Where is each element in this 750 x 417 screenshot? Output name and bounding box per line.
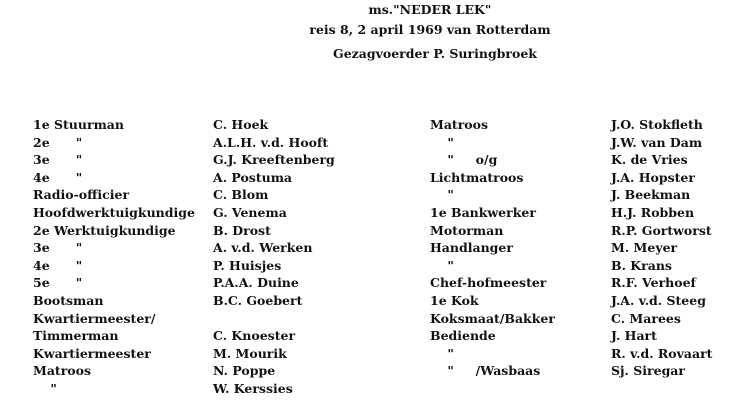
crew-function: " <box>430 134 454 150</box>
crew-function: 1e Bankwerker <box>430 204 536 220</box>
crew-function: Bediende <box>430 328 496 344</box>
crew-name: C. Marees <box>611 310 681 326</box>
crew-function: 1e Kok <box>430 292 479 308</box>
left-functions-column <box>33 116 195 398</box>
crew-function: Koksmaat/Bakker <box>430 310 555 326</box>
crew-name: K. de Vries <box>611 152 688 168</box>
crew-function: Radio-officier <box>33 187 130 203</box>
crew-name <box>213 310 335 328</box>
crew-function: " <box>430 345 454 361</box>
crew-name: J.W. van Dam <box>611 134 703 150</box>
crew-function: 3e " <box>33 240 83 256</box>
crew-name: C. Blom <box>213 187 269 203</box>
crew-function: 1e Stuurman <box>33 117 124 132</box>
voyage-line: reis 8, 2 april 1969 van Rotterdam <box>309 22 551 37</box>
crew-name: H.J. Robben <box>611 204 695 220</box>
crew-function: 2e Werktuigkundige <box>33 222 176 238</box>
crew-function: 4e " <box>33 257 83 273</box>
crew-function: Matroos <box>33 363 92 379</box>
crew-function: " <box>430 257 454 273</box>
crew-name: J.O. Stokfleth <box>611 117 703 132</box>
crew-name: B. Drost <box>213 222 271 238</box>
crew-function: Hoofdwerktuigkundige <box>33 204 195 220</box>
crew-name: R. v.d. Rovaart <box>611 345 713 361</box>
crew-function: " /Wasbaas <box>430 363 541 379</box>
crew-name: G.J. Kreeftenberg <box>213 152 335 168</box>
crew-name: M. Meyer <box>611 240 678 256</box>
crew-function: Kwartiermeester/ <box>33 310 156 326</box>
crew-function: " <box>430 187 454 203</box>
crew-name: J. Hart <box>611 328 657 344</box>
crew-function: 2e " <box>33 134 83 150</box>
captain-line: Gezagvoerder P. Suringbroek <box>333 46 537 61</box>
crew-function: Motorman <box>430 222 504 238</box>
crew-name: R.F. Verhoef <box>611 275 696 291</box>
crew-function: Chef-hofmeester <box>430 275 547 291</box>
crew-function: Handlanger <box>430 240 513 256</box>
crew-name: A. v.d. Werken <box>213 240 313 256</box>
crew-function: Matroos <box>430 117 489 132</box>
crew-name: P.A.A. Duine <box>213 275 299 291</box>
crew-name: G. Venema <box>213 204 287 220</box>
right-functions-column <box>430 116 555 380</box>
crew-name: M. Mourik <box>213 345 287 361</box>
crew-name: C. Knoester <box>213 328 296 344</box>
crew-function: 5e " <box>33 275 83 291</box>
left-names-column <box>213 116 335 398</box>
crew-name: J.A. Hopster <box>611 169 695 185</box>
crew-function: Timmerman <box>33 328 119 344</box>
crew-name: W. Kerssies <box>213 380 293 396</box>
crew-name: B.C. Goebert <box>213 292 303 308</box>
crew-name: J.A. v.d. Steeg <box>611 292 706 308</box>
crew-name: B. Krans <box>611 257 672 273</box>
crew-name: A. Postuma <box>213 169 293 185</box>
ship-name-title: ms."NEDER LEK" <box>368 2 492 17</box>
crew-name: Sj. Siregar <box>611 363 685 379</box>
crew-name: C. Hoek <box>213 117 269 132</box>
crew-name: A.L.H. v.d. Hooft <box>213 134 329 150</box>
crew-function: 3e " <box>33 152 83 168</box>
crew-name: J. Beekman <box>611 187 691 203</box>
crew-name: N. Poppe <box>213 363 276 379</box>
crew-function: " o/g <box>430 152 498 168</box>
crew-name: P. Huisjes <box>213 257 282 273</box>
crew-function: Kwartiermeester <box>33 345 151 361</box>
crew-name: R.P. Gortworst <box>611 222 712 238</box>
crew-function: " <box>33 380 57 396</box>
crew-function: Bootsman <box>33 292 104 308</box>
crew-function: 4e " <box>33 169 83 185</box>
crew-function: Lichtmatroos <box>430 169 524 185</box>
right-names-column <box>611 116 712 380</box>
